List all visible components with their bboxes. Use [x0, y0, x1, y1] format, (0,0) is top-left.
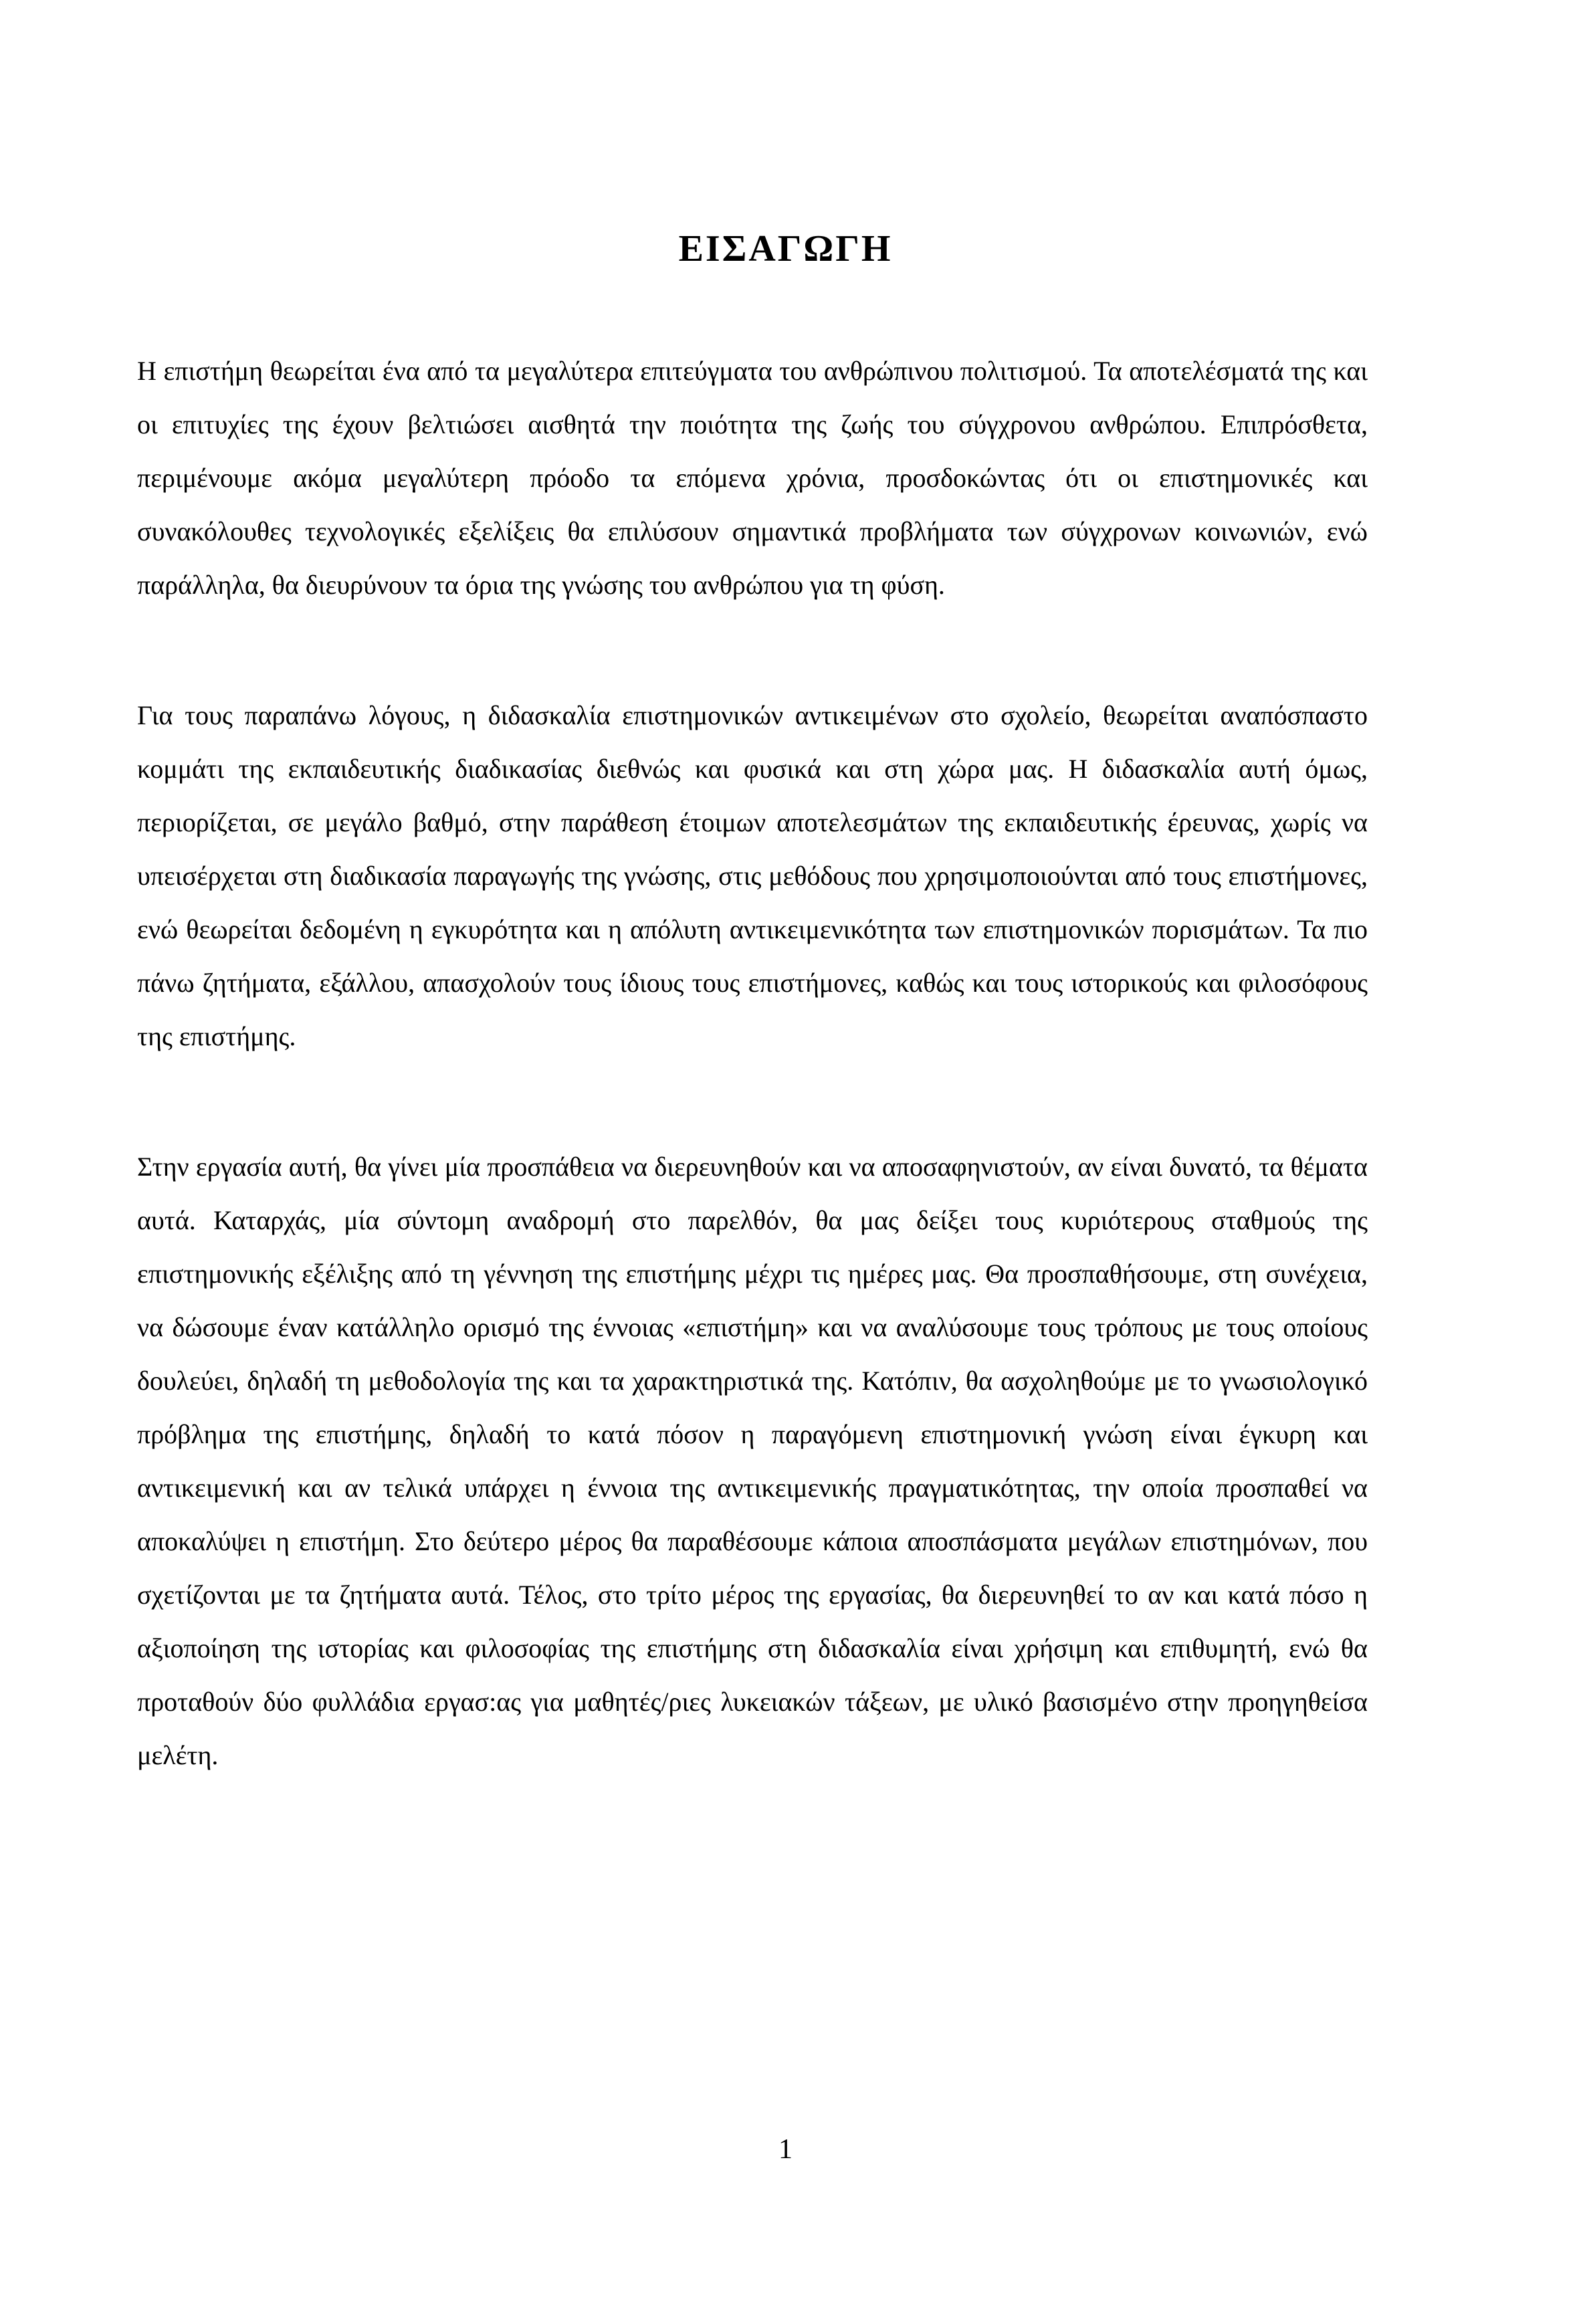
paragraph-3: Στην εργασία αυτή, θα γίνει μία προσπάθεια να διερευνηθούν και να αποσαφηνιστούν, αν είναι δυνατό, τα θέματα αυτά. Καταρχάς, μία σύντομη αναδρομή στο παρελθόν, θα μας δείξει τους κυριότερους σταθμούς της επιστημονικής εξέλιξης από τη γέννηση της επιστήμης μέχρι τις ημέρες μας. Θα προσπαθήσουμε, στη συνέχεια, να δώσουμε έναν κατάλληλο ορισμό της έννοιας «επιστήμη» και να αναλύσουμε τους τρόπους με τους οποίους δουλεύει, δηλαδή τη μεθοδολογία της και τα χαρακτηριστικά της. Κατόπιν, θα ασχοληθούμε με το γνωσιολογικό πρόβλημα της επιστήμης, δηλαδή το κατά πόσον η παραγόμενη επιστημονική γνώση είναι έγκυρη και αντικειμενική και αν τελικά υπάρχει η έννοια της αντικειμενικής πραγματικότητας, την οποία προσπαθεί να αποκαλύψει η επιστήμη. Στο δεύτερο μέρος θα παραθέσουμε κάποια αποσπάσματα μεγάλων επιστημόνων, που σχετίζονται με τα ζητήματα αυτά. Τέλος, στο τρίτο μέρος της εργασίας, θα διερευνηθεί το αν και κατά πόσο η αξιοποίηση της ιστορίας και φιλοσοφίας της επιστήμης στη διδασκαλία είναι χρήσιμη και επιθυμητή, ενώ θα προταθούν δύο φυλλάδια εργασ:ας για μαθητές/ριες λυκειακών τάξεων, με υλικό βασισμένο στην προηγηθείσα μελέτη. — [137, 1152, 1368, 1770]
paragraph-1: Η επιστήμη θεωρείται ένα από τα μεγαλύτερα επιτεύγματα του ανθρώπινου πολιτισμού. Τα αποτελέσματά της και οι επιτυχίες της έχουν βελτιώσει αισθητά την ποιότητα της ζωής του σύγχρονου ανθρώπου. Επιπρόσθετα, περιμένουμε ακόμα μεγαλύτερη πρόοδο τα επόμενα χρόνια, προσδοκώντας ότι οι επιστημονικές και συνακόλουθες τεχνολογικές εξελίξεις θα επιλύσουν σημαντικά προβλήματα των σύγχρονων κοινωνιών, ενώ παράλληλα, θα διευρύνουν τα όρια της γνώσης του ανθρώπου για τη φύση. — [137, 356, 1368, 600]
paragraph-2: Για τους παραπάνω λόγους, η διδασκαλία επιστημονικών αντικειμένων στο σχολείο, θεωρείται αναπόσπαστο κομμάτι της εκπαιδευτικής διαδικασίας διεθνώς και φυσικά και στη χώρα μας. Η διδασκαλία αυτή όμως, περιορίζεται, σε μεγάλο βαθμό, στην παράθεση έτοιμων αποτελεσμάτων της εκπαιδευτικής έρευνας, χωρίς να υπεισέρχεται στη διαδικασία παραγωγής της γνώσης, στις μεθόδους που χρησιμοποιούνται από τους επιστήμονες, ενώ θεωρείται δεδομένη η εγκυρότητα και η απόλυτη αντικειμενικότητα των επιστημονικών πορισμάτων. Τα πιο πάνω ζητήματα, εξάλλου, απασχολούν τους ίδιους τους επιστήμονες, καθώς και τους ιστορικούς και φιλοσόφους της επιστήμης. — [137, 700, 1368, 1051]
page-number: 1 — [778, 2134, 793, 2165]
body-text — [137, 344, 1368, 1782]
page-title: ΕΙΣΑΓΩΓΗ — [678, 228, 893, 270]
